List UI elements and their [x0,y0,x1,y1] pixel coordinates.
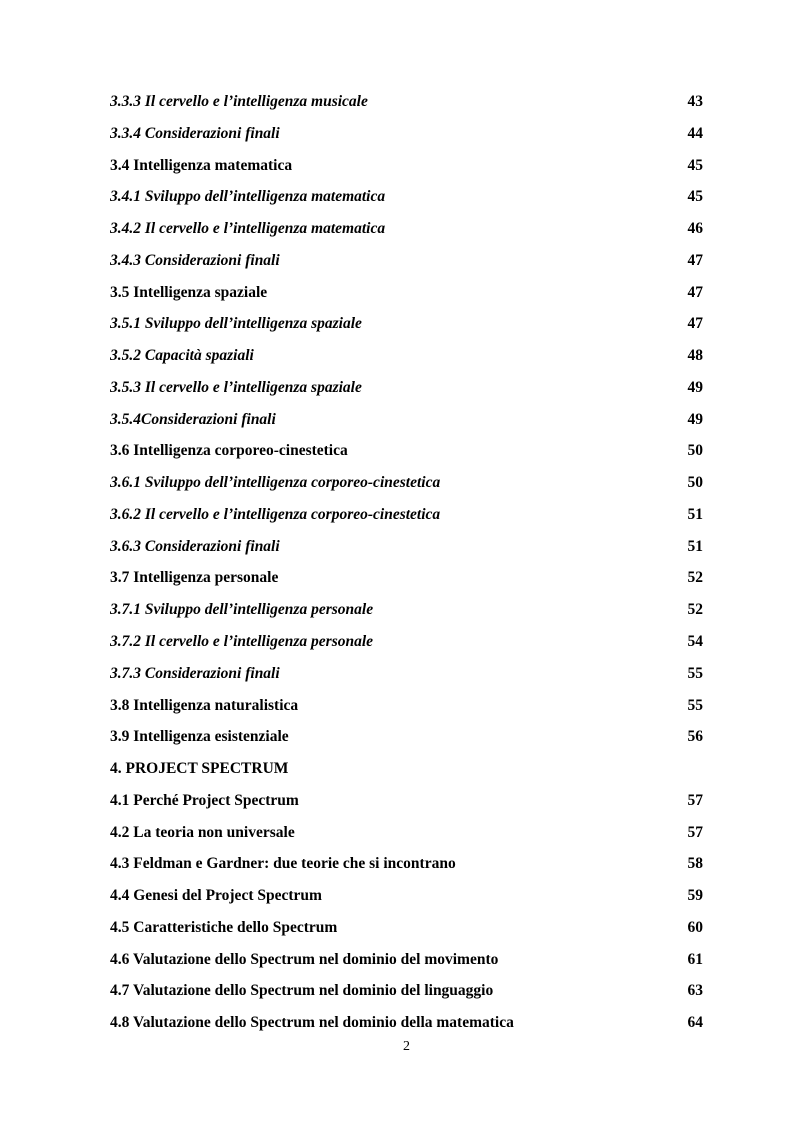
toc-entry [110,213,703,245]
toc-entry-label: 3.3.4 Considerazioni finali [110,124,280,142]
toc-entry [110,499,703,531]
toc-entry-label: 3.7.2 Il cervello e l’intelligenza personale [110,633,374,651]
toc-entry [110,848,703,880]
toc-entry-label: 3.5.4Considerazioni finali [110,410,276,428]
toc-entry-label: 4.8 Valutazione dello Spectrum nel dominio della matematica [110,1014,514,1032]
toc-entry [110,245,703,277]
toc-entry-label: 3.4.1 Sviluppo dell’intelligenza matematica [110,188,386,206]
toc-entry-label: 3.7 Intelligenza personale [110,569,279,587]
toc-entry-label: 4.3 Feldman e Gardner: due teorie che si incontrano [110,855,456,873]
toc-list [110,86,703,1039]
toc-entry-label: 3.4.3 Considerazioni finali [110,251,280,269]
toc-entry-page-number: 57 [687,791,703,809]
toc-entry-label: 3.6.2 Il cervello e l’intelligenza corporeo-cinestetica [110,505,441,523]
toc-entry-label: 3.8 Intelligenza naturalistica [110,696,299,714]
toc-entry-page-number: 43 [687,93,703,110]
toc-entry-label: 4.5 Caratteristiche dello Spectrum [110,918,338,936]
toc-entry-page-number: 60 [687,918,703,936]
toc-entry-label: 3.5 Intelligenza spaziale [110,283,268,301]
toc-entry [110,435,703,467]
toc-entry-label: 4.2 La teoria non universale [110,823,295,841]
toc-entry [110,721,703,753]
toc-entry [110,817,703,849]
toc-entry-page-number: 49 [687,378,703,396]
toc-entry [110,86,703,118]
toc-entry [110,658,703,690]
toc-entry-page-number: 52 [687,569,703,587]
toc-entry-page-number: 47 [687,315,703,333]
toc-entry-label: 3.5.2 Capacità spaziali [110,347,254,365]
toc-entry [110,626,703,658]
toc-entry-label: 3.9 Intelligenza esistenziale [110,728,289,746]
toc-entry-label: 3.6 Intelligenza corporeo-cinestetica [110,442,348,460]
toc-entry-label: 3.5.1 Sviluppo dell’intelligenza spaziale [110,315,362,333]
toc-entry-page-number: 55 [687,664,703,682]
toc-entry-page-number: 52 [687,601,703,619]
toc-entry [110,467,703,499]
toc-entry [110,372,703,404]
toc-entry [110,1007,703,1039]
toc-entry-label: 3.5.3 Il cervello e l’intelligenza spaziale [110,378,362,396]
toc-entry [110,975,703,1007]
toc-entry-label: 3.4.2 Il cervello e l’intelligenza matematica [110,220,386,238]
toc-entry-page-number: 46 [687,220,703,238]
toc-entry-page-number: 63 [687,982,703,1000]
toc-entry-page-number: 64 [687,1014,703,1032]
toc-entry [110,277,703,309]
toc-entry [110,150,703,182]
toc-entry-page-number: 45 [687,188,703,206]
toc-entry-label: 4.6 Valutazione dello Spectrum nel dominio del movimento [110,950,499,968]
toc-entry-label: 3.4 Intelligenza matematica [110,156,293,174]
toc-entry-page-number: 47 [687,283,703,301]
toc-entry-page-number: 50 [687,474,703,492]
footer-page-number: 2 [403,1039,410,1054]
toc-entry-page-number: 56 [687,728,703,746]
toc-entry-label: 4.1 Perché Project Spectrum [110,791,299,809]
toc-entry [110,118,703,150]
toc-entry-page-number: 45 [687,156,703,174]
toc-entry-page-number: 57 [687,823,703,841]
toc-entry-label: 3.3.3 Il cervello e l’intelligenza musicale [110,93,368,110]
toc-entry-label: 3.7.3 Considerazioni finali [110,664,280,682]
toc-entry [110,785,703,817]
toc-entry [110,340,703,372]
toc-entry-page-number: 61 [687,950,703,968]
toc-entry-page-number: 48 [687,347,703,365]
toc-entry [110,880,703,912]
toc-entry-label: 3.6.3 Considerazioni finali [110,537,280,555]
toc-entry [110,308,703,340]
toc-entry-label: 4.7 Valutazione dello Spectrum nel dominio del linguaggio [110,982,494,1000]
toc-entry-label: 3.6.1 Sviluppo dell’intelligenza corporeo-cinestetica [110,474,441,492]
toc-entry [110,912,703,944]
toc-entry-label: 3.7.1 Sviluppo dell’intelligenza personale [110,601,374,619]
toc-entry [110,690,703,722]
toc-entry-label: 4. PROJECT SPECTRUM [110,760,289,778]
toc-entry-page-number: 58 [687,855,703,873]
toc-entry [110,531,703,563]
toc-entry-page-number: 55 [687,696,703,714]
toc-entry [110,753,703,785]
toc-entry-page-number: 49 [687,410,703,428]
toc-entry [110,562,703,594]
toc-entry-page-number: 50 [687,442,703,460]
toc-entry [110,181,703,213]
toc-entry-page-number: 47 [687,251,703,269]
toc-entry [110,944,703,976]
toc-entry [110,404,703,436]
toc-entry-label: 4.4 Genesi del Project Spectrum [110,887,322,905]
toc-entry-page-number: 51 [687,505,703,523]
toc-entry-page-number: 51 [687,537,703,555]
toc-entry-page-number: 54 [687,633,703,651]
toc-entry-page-number: 59 [687,887,703,905]
toc-entry [110,594,703,626]
toc-entry-page-number: 44 [687,124,703,142]
